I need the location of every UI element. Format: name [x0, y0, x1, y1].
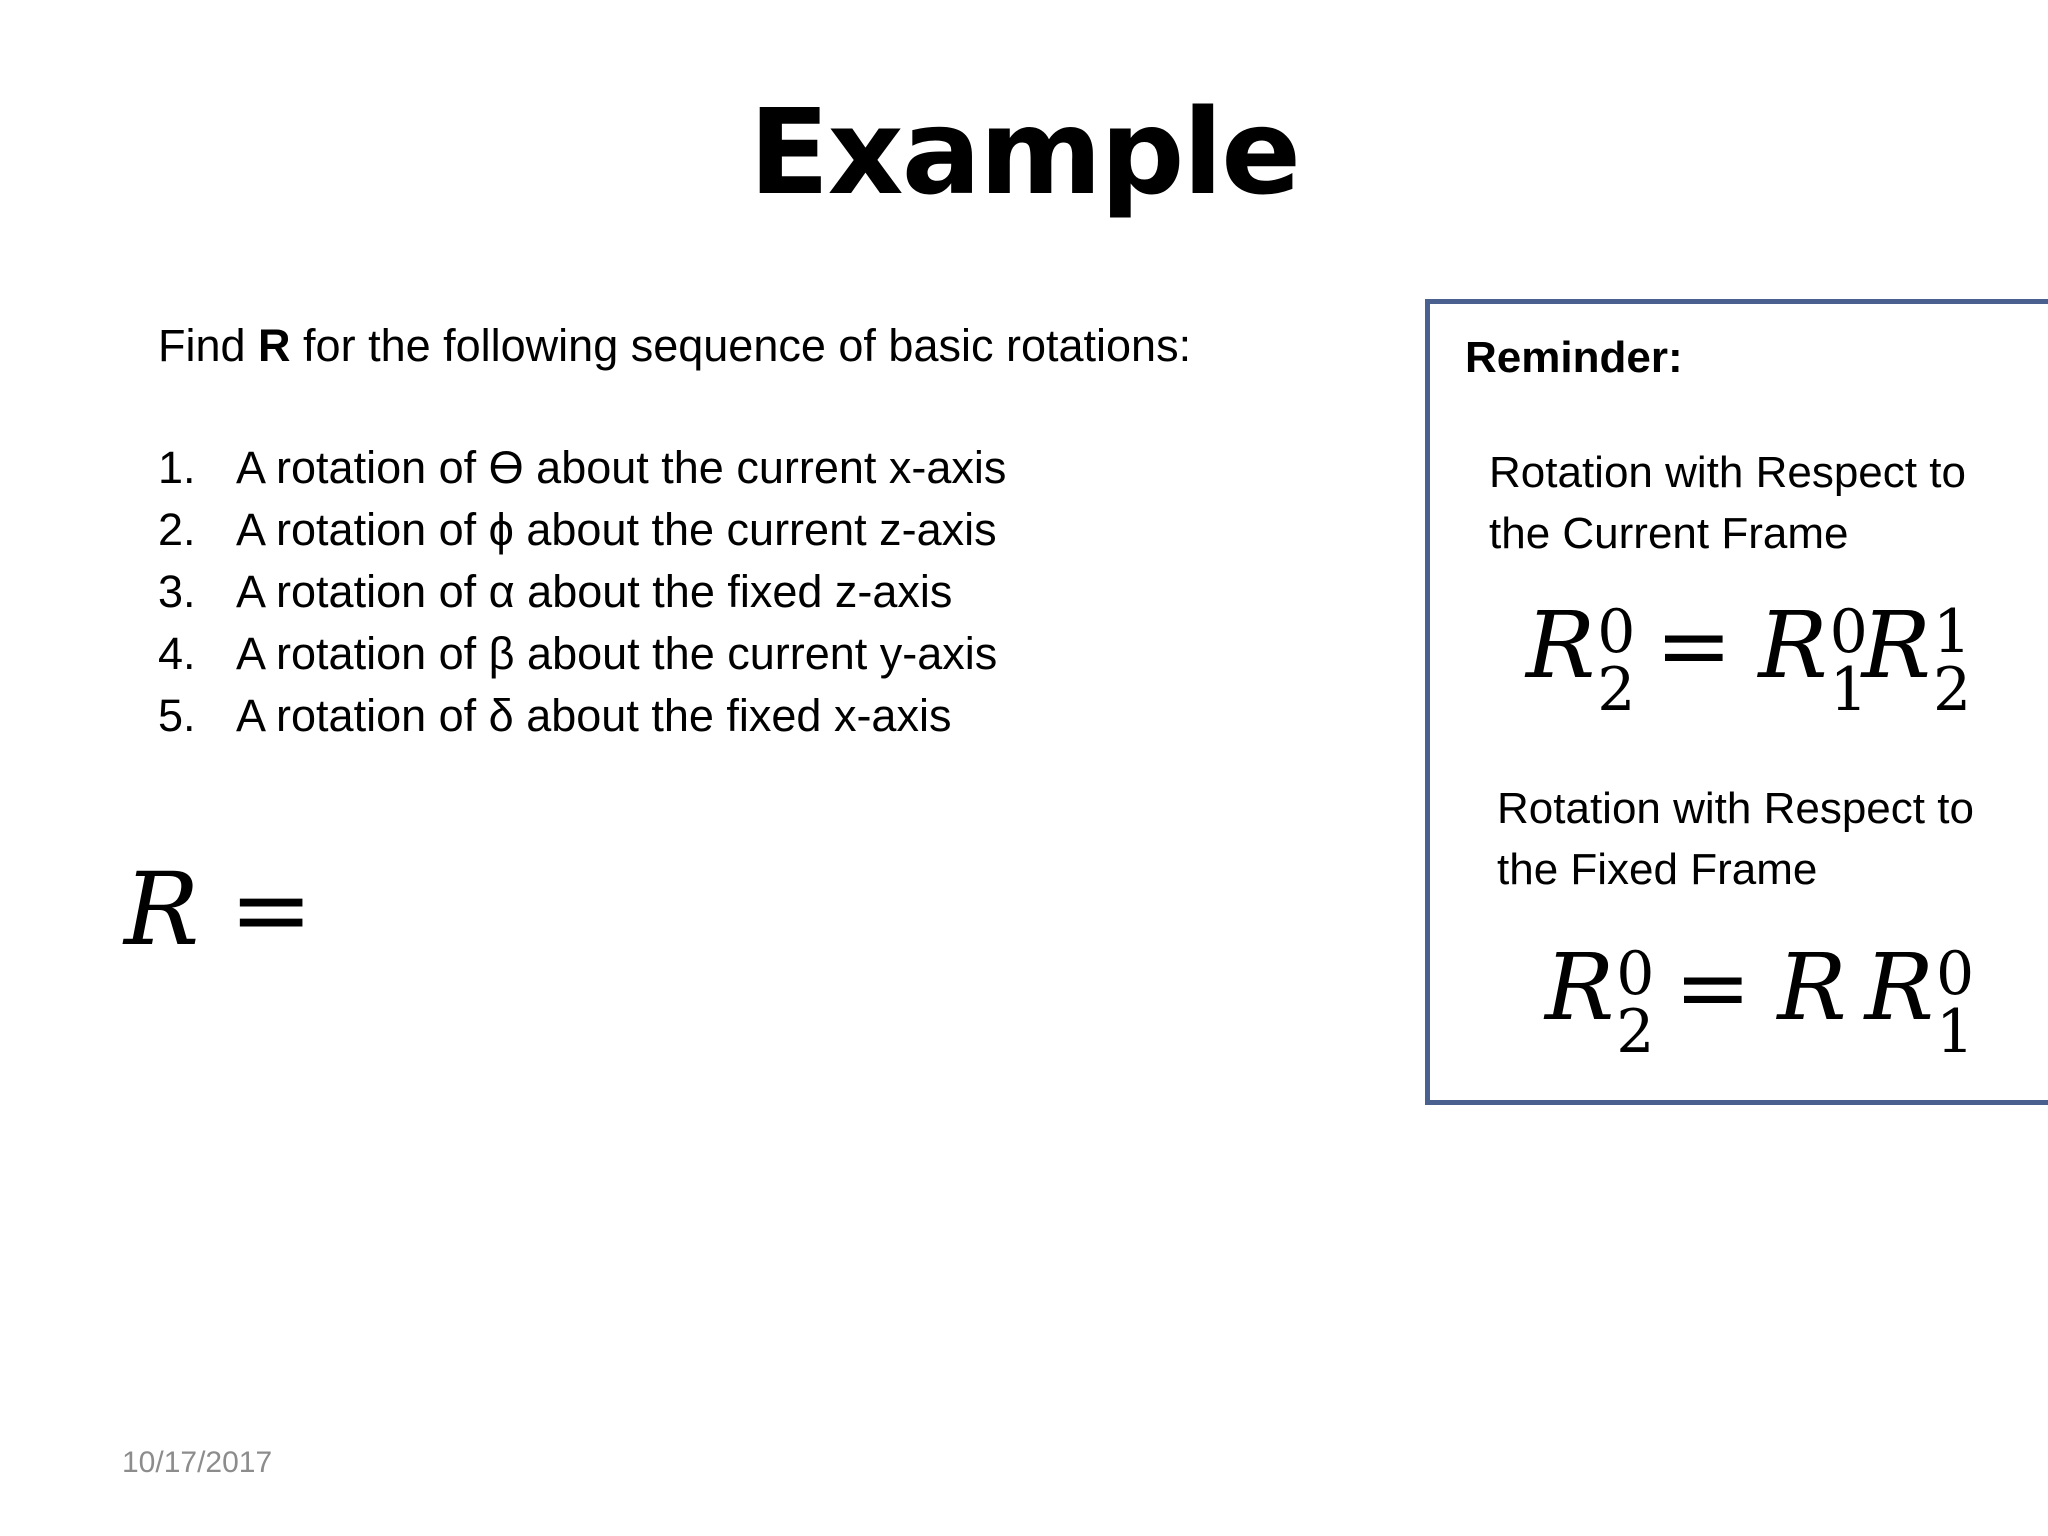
formula-superscript: 0 — [1829, 597, 1868, 667]
step-text: A rotation of α about the fixed z-axis — [236, 566, 953, 617]
formula-superscript: 0 — [1616, 939, 1655, 1009]
footer-date: 10/17/2017 — [122, 1446, 273, 1479]
formula-scripts — [1614, 938, 1655, 1067]
answer-equation — [124, 851, 314, 968]
step-number: 4. — [158, 628, 196, 679]
intro-bold-r: R — [258, 320, 291, 371]
current-frame-label-line1: Rotation with Respect to — [1489, 448, 1966, 497]
step-text: A rotation of β about the current y-axis — [236, 628, 998, 679]
current-frame-label — [1489, 442, 2048, 564]
formula-equals-sign: = — [1674, 934, 1752, 1041]
list-item — [158, 685, 1006, 747]
current-frame-label-line2: the Current Frame — [1489, 509, 1849, 558]
formula-superscript: 0 — [1935, 939, 1975, 1009]
formula-term: R — [1861, 592, 1931, 699]
formula-scripts — [1934, 938, 1975, 1067]
problem-intro — [158, 318, 1191, 374]
answer-equals-sign: = — [229, 851, 314, 968]
formula-scripts — [1828, 596, 1868, 725]
formula-subscript: 1 — [1829, 655, 1868, 725]
step-number: 1. — [158, 442, 196, 493]
list-item — [158, 623, 1006, 685]
formula-subscript: 2 — [1932, 655, 1972, 725]
fixed-frame-label — [1497, 778, 2048, 900]
formula-term: R — [1777, 934, 1847, 1041]
current-frame-formula — [1526, 592, 1972, 725]
formula-superscript: 1 — [1932, 597, 1972, 667]
formula-subscript: 2 — [1597, 655, 1636, 725]
list-item — [158, 437, 1006, 499]
reminder-heading: Reminder: — [1465, 333, 1683, 382]
step-text: A rotation of ϕ about the current z-axis — [236, 504, 997, 555]
fixed-frame-label-line1: Rotation with Respect to — [1497, 784, 1974, 833]
formula-subscript: 2 — [1616, 997, 1655, 1067]
step-number: 5. — [158, 690, 196, 741]
list-item — [158, 499, 1006, 561]
fixed-frame-formula — [1545, 934, 1975, 1067]
step-text: A rotation of δ about the fixed x-axis — [236, 690, 952, 741]
list-item — [158, 561, 1006, 623]
step-number: 3. — [158, 566, 196, 617]
fixed-frame-label-line2: the Fixed Frame — [1497, 845, 1818, 894]
formula-equals-sign: = — [1655, 592, 1733, 699]
answer-variable: R — [124, 851, 200, 968]
formula-term: R — [1545, 934, 1615, 1041]
formula-scripts — [1931, 596, 1972, 725]
formula-term: R — [1864, 934, 1934, 1041]
formula-scripts — [1595, 596, 1636, 725]
formula-term: R — [1758, 592, 1828, 699]
formula-superscript: 0 — [1597, 597, 1636, 667]
step-text: A rotation of ϴ about the current x-axis — [236, 442, 1007, 493]
slide-title: Example — [748, 83, 1300, 221]
rotation-steps-list — [158, 437, 1006, 747]
intro-prefix: Find — [158, 320, 259, 371]
intro-suffix: for the following sequence of basic rotations: — [290, 320, 1192, 371]
formula-subscript: 1 — [1935, 997, 1975, 1067]
formula-term: R — [1526, 592, 1596, 699]
step-number: 2. — [158, 504, 196, 555]
